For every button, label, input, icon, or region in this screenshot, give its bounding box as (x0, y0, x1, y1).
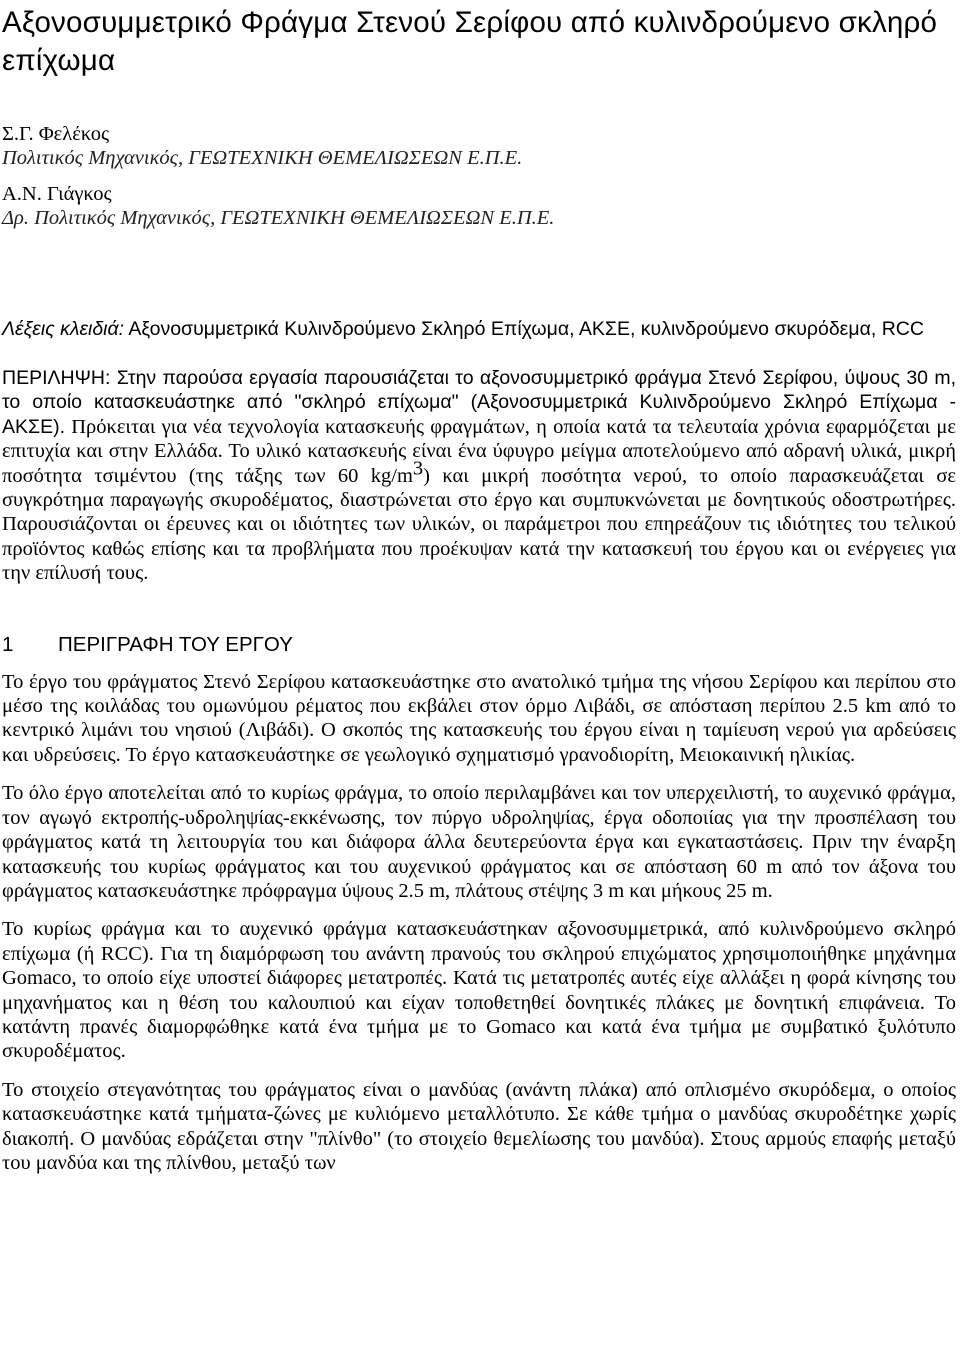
document-page (2, 0, 956, 1175)
paragraph: Το κυρίως φράγμα και το αυχενικό φράγμα κατασκευάστηκαν αξονοσυμμετρικά, από κυλινδρούμενο σκληρό επίχωμα (ή RCC). Για τη διαμόρφωση του ανάντη πρανούς του σκληρού επιχώματος χρησιμοποιήθηκε μηχάνημα Gomaco, το οποίο είχε υποστεί διάφορες μετατροπές. Κατά τις μετατροπές αυτές είχε αλλάξει η φορά κίνησης του μηχανήματος και η θέση του καλουπιού και είχαν τοποθετηθεί δονητικές πλάκες με δονητική επιφάνεια. Το κατάντη πρανές διαμορφώθηκε κατά ένα τμήμα με το Gomaco και κατά ένα τμήμα με συμβατικό ξυλότυπο σκυροδέματος. (2, 918, 956, 1063)
section-heading (2, 632, 956, 658)
author-2 (2, 182, 956, 230)
keywords-label: Λέξεις κλειδιά: (2, 318, 125, 340)
section-number: 1 (2, 632, 14, 656)
keywords-text: Αξονοσυμμετρικά Κυλινδρούμενο Σκληρό Επίχωμα, ΑΚΣΕ, κυλινδρούμενο σκυρόδεμα, RCC (124, 318, 924, 340)
document-title: Αξονοσυμμετρικό Φράγμα Στενού Σερίφου από κυλινδρούμενο σκληρό επίχωμα (2, 6, 938, 77)
section-title: ΠΕΡΙΓΡΑΦΗ ΤΟΥ ΕΡΓΟΥ (58, 632, 293, 656)
author-affiliation: Πολιτικός Μηχανικός, ΓΕΩΤΕΧΝΙΚΗ ΘΕΜΕΛΙΩΣΕΩΝ Ε.Π.Ε. (2, 147, 523, 169)
author-1 (2, 122, 956, 170)
keywords (2, 316, 956, 342)
authors-block (2, 122, 956, 230)
abstract-label: ΠΕΡΙΛΗΨΗ: (2, 367, 111, 389)
abstract-text-part1: Στην παρούσα εργασία παρουσιάζεται το αξονοσυμμετρικό φράγμα Στενό Σερίφου, ύψους 30 m, το οποίο κατασκευάστηκε από "σκληρό επίχωμα" (Αξονοσυμμετρικά Κυλινδρούμενο Σκληρό Επίχωμα - ΑΚΣΕ). (2, 367, 956, 438)
abstract (2, 366, 956, 586)
abstract-text-part3: ) και μικρή ποσότητα νερού, το οποίο παρασκευάζεται σε συγκρότημα παραγωγής σκυροδέματος, διαστρώνεται στο έργο και συμπυκνώνεται με δονητικούς οδοστρωτήρες. Παρουσιάζονται οι έρευνες και οι ιδιότητες των υλικών, οι παράμετροι που επηρεάζουν τις ιδιότητες του τελικού προϊόντος καθώς επίσης και τα προβλήματα που προέκυψαν κατά την κατασκευή του έργου και οι ενέργειες για την επίλυσή τους. (2, 464, 956, 585)
abstract-superscript: 3 (412, 457, 424, 480)
abstract-text-part2: Πρόκειται για νέα τεχνολογία κατασκευής φραγμάτων, η οποία κατά τα τελευταία χρόνια εφαρμόζεται με επιτυχία και στην Ελλάδα. Το υλικό κατασκευής είναι ένα ύφυγρο μείγμα αποτελούμενο από αδρανή υλικά, μικρή ποσότητα τσιμέντου (της τάξης των 60 kg/m (2, 415, 956, 487)
author-affiliation: Δρ. Πολιτικός Μηχανικός, ΓΕΩΤΕΧΝΙΚΗ ΘΕΜΕΛΙΩΣΕΩΝ Ε.Π.Ε. (2, 207, 555, 229)
paragraph: Το στοιχείο στεγανότητας του φράγματος είναι ο μανδύας (ανάντη πλάκα) από οπλισμένο σκυρόδεμα, ο οποίος κατασκευάστηκε κατά τμήματα-ζώνες με κυλιόμενο μεταλλότυπο. Σε κάθε τμήμα ο μανδύας σκυροδέτηκε χωρίς διακοπή. Ο μανδύας εδράζεται στην "πλίνθο" (το στοιχείο θεμελίωσης του μανδύα). Στους αρμούς επαφής μεταξύ του μανδύα και της πλίνθου, μεταξύ των (2, 1078, 956, 1174)
paragraph: Το έργο του φράγματος Στενό Σερίφου κατασκευάστηκε στο ανατολικό τμήμα της νήσου Σερίφου και περίπου στο μέσο της κοιλάδας του ομωνύμου ρέματος που εκβάλει στον όρμο Λιβάδι, σε απόσταση περίπου 2.5 km από το κεντρικό λιμάνι του νησιού (Λιβάδι). Ο σκοπός της κατασκευής του έργου είναι η ταμίευση νερού για αρδεύσεις και υδρεύσεις. Το έργο κατασκευάστηκε σε γεωλογικό σχηματισμό γρανοδιορίτη, Μειοκαινική ηλικίας. (2, 670, 956, 766)
author-name: Σ.Γ. Φελέκος (2, 123, 110, 145)
author-name: Α.Ν. Γιάγκος (2, 183, 112, 205)
paragraph: Το όλο έργο αποτελείται από το κυρίως φράγμα, το οποίο περιλαμβάνει και τον υπερχειλιστή, το αυχενικό φράγμα, τον αγωγό εκτροπής-υδροληψίας-εκκένωσης, τον πύργο υδροληψίας, έργα οδοποιίας για την προσπέλαση του φράγματος κατά τη λειτουργία του και διάφορα άλλα δευτερεύοντα έργα και εγκαταστάσεις. Πριν την έναρξη κατασκευής του κυρίως φράγματος και του αυχενικού φράγματος και σε απόσταση 60 m από τον άξονα του φράγματος κατασκευάστηκε πρόφραγμα ύψους 2.5 m, πλάτους στέψης 3 m και μήκους 25 m. (2, 782, 956, 902)
